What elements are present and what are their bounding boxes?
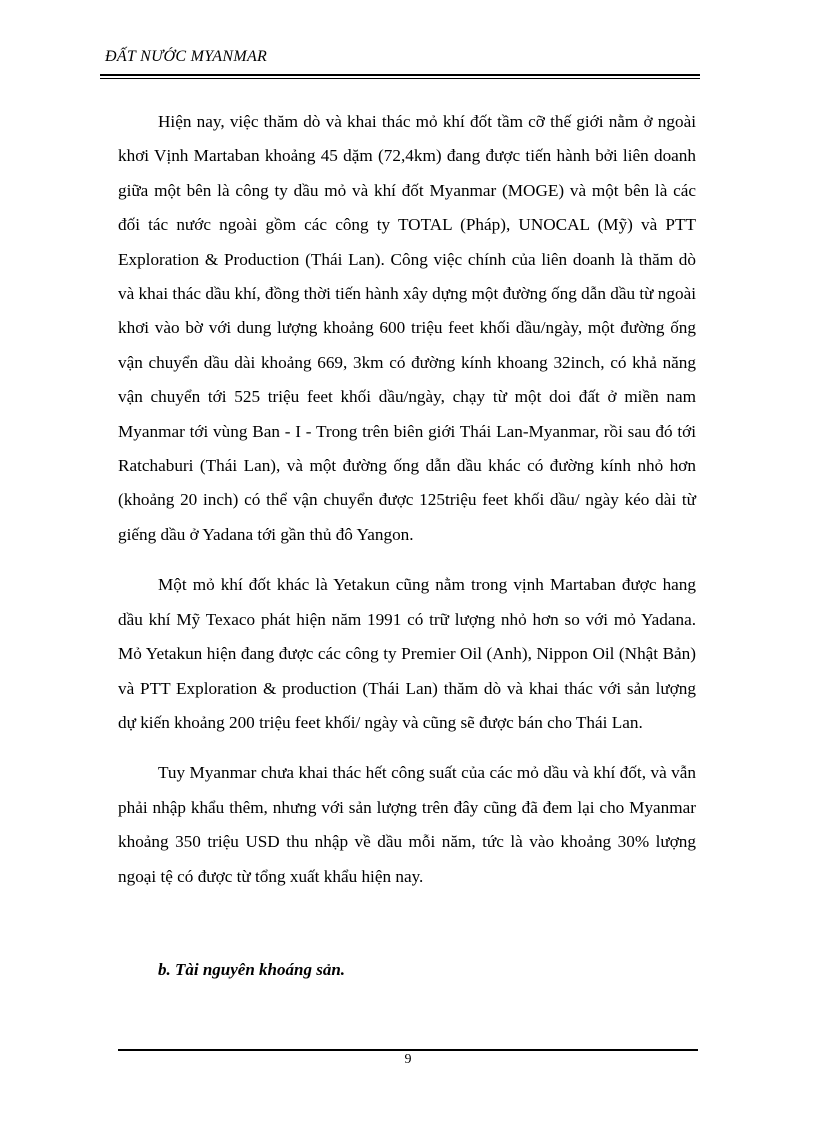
header-rule [100, 74, 700, 79]
paragraph: Tuy Myanmar chưa khai thác hết công suất của các mỏ dầu và khí đốt, và vẫn phải nhập khẩu thêm, nhưng với sản lượng trên đây cũng đã đem lại cho Myanmar khoảng 350 triệu USD thu nhập về dầu mỗi năm, tức là vào khoảng 30% lượng ngoại tệ có được từ tổng xuất khẩu hiện nay. [118, 763, 696, 886]
paragraph: Một mỏ khí đốt khác là Yetakun cũng nằm trong vịnh Martaban được hang dầu khí Mỹ Texaco phát hiện năm 1991 có trữ lượng nhỏ hơn so với mỏ Yadana. Mỏ Yetakun hiện đang được các công ty Premier Oil (Anh), Nippon Oil (Nhật Bản) và PTT Exploration & production (Thái Lan) thăm dò và khai thác với sản lượng dự kiến khoảng 200 triệu feet khối/ ngày và cũng sẽ được bán cho Thái Lan. [118, 575, 696, 732]
body-text [118, 105, 696, 910]
page-number: 9 [404, 1052, 412, 1067]
section-subheading: b. Tài nguyên khoáng sản. [158, 960, 346, 979]
paragraph: Hiện nay, việc thăm dò và khai thác mỏ khí đốt tầm cỡ thế giới nằm ở ngoài khơi Vịnh Martaban khoảng 45 dặm (72,4km) đang được tiến hành bởi liên doanh giữa một bên là công ty dầu mỏ và khí đốt Myanmar (MOGE) và một bên là các đối tác nước ngoài gồm các công ty TOTAL (Pháp), UNOCAL (Mỹ) và PTT Exploration & Production (Thái Lan). Công việc chính của liên doanh là thăm dò và khai thác dầu khí, đồng thời tiến hành xây dựng một đường ống dẫn dầu từ ngoài khơi vào bờ với dung lượng khoảng 600 triệu feet khối dầu/ngày, một đường ống vận chuyển dầu dài khoảng 669, 3km có đường kính khoang 32inch, có khả năng vận chuyển tới 525 triệu feet khối dầu/ngày, chạy từ một doi đất ở miền nam Myanmar tới vùng Ban - I - Trong trên biên giới Thái Lan-Myanmar, rồi sau đó tới Ratchaburi (Thái Lan), và một đường ống dẫn dầu khác có đường kính nhỏ hơn (khoảng 20 inch) có thể vận chuyển được 125triệu feet khối dầu/ ngày kéo dài từ giếng dầu ở Yadana tới gần thủ đô Yangon. [118, 112, 696, 544]
header-title: ĐẤT NƯỚC MYANMAR [105, 48, 268, 65]
footer-rule [118, 1049, 698, 1051]
